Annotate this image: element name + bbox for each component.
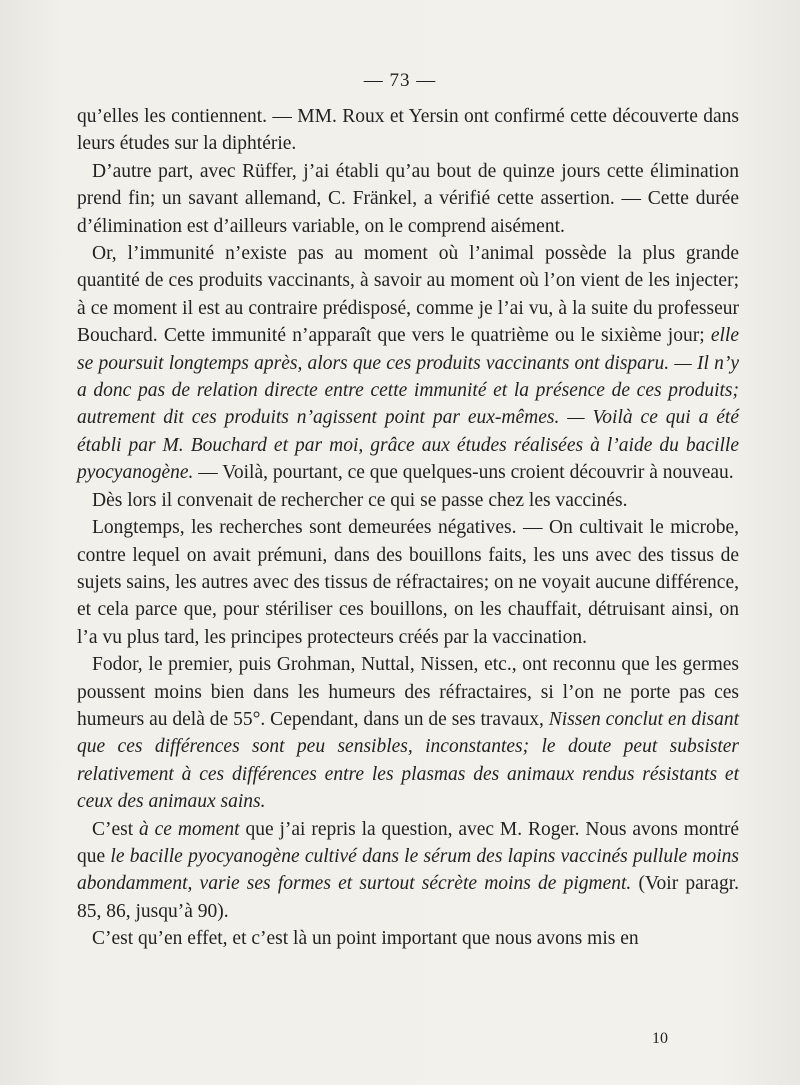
text-run: C’est qu’en effet, et c’est là un point important que nous avons mis en xyxy=(92,928,639,950)
signature-mark: 10 xyxy=(652,1030,668,1047)
text-run: que j’ai repris la question, avec M. Roger. Nous avons montré que xyxy=(77,818,739,867)
text-run: — Voilà, pourtant, ce que quelques-uns croient découvrir à nouveau. xyxy=(193,462,734,484)
paragraph xyxy=(77,103,739,158)
paragraph xyxy=(77,514,739,651)
text-run: Dès lors il convenait de rechercher ce qui se passe chez les vaccinés. xyxy=(92,489,628,511)
italic-text: à ce moment xyxy=(139,818,240,840)
text-run: qu’elles les contiennent. — MM. Roux et Yersin ont confirmé cette découverte dans leurs études sur la diphtérie. xyxy=(77,106,739,155)
text-run: Fodor, le premier, puis Grohman, Nuttal, Nissen, etc., ont reconnu que les germes poussent moins bien dans les humeurs des réfractaires, si l’on ne porte pas ces humeurs au delà de 55°. Cependant, dans un de ses travaux, xyxy=(77,654,739,730)
paragraph xyxy=(77,651,739,815)
text-run: C’est xyxy=(92,818,140,840)
italic-text: Nissen conclut en disant que ces différences sont peu sensibles, inconstantes; le doute peut subsister relativement à ces différences entre les plasmas des animaux rendus résistants et ceux des animaux sains. xyxy=(77,708,739,813)
text-run: (Voir paragr. 85, 86, jusqu’à 90). xyxy=(77,873,739,922)
text-run: D’autre part, avec Rüffer, j’ai établi qu’au bout de quinze jours cette élimination prend fin; un savant allemand, C. Fränkel, a vérifié cette assertion. — Cette durée d’élimination est d’ailleurs variable, on le comprend aisément. xyxy=(77,160,739,237)
paragraph xyxy=(77,240,739,487)
italic-text: le bacille pyocyanogène cultivé dans le sérum des lapins vaccinés pullule moins abondamment, varie ses formes et surtout sécrète moins de pigment. xyxy=(77,845,740,895)
paragraph xyxy=(77,158,739,240)
italic-text: elle se poursuit longtemps après, alors que ces produits vaccinants ont disparu. — Il n’y a donc pas de relation directe entre cette immunité et la présence de ces produits; autrement dit ces produits n’agissent point par eux-mêmes. — Voilà ce qui a été établi par M. Bouchard et par moi, grâce aux études réalisées à l’aide du bacille pyocyanogène. xyxy=(77,325,739,484)
paragraph xyxy=(77,925,739,952)
page-number: — 73 — xyxy=(363,70,437,91)
body-text xyxy=(77,103,739,953)
paragraph xyxy=(77,487,739,514)
text-run: Or, l’immunité n’existe pas au moment où l’animal possède la plus grande quantité de ces produits vaccinants, à savoir au moment où l’on vient de les injecter; à ce moment il est au contraire prédisposé, comme je l’ai vu, à la suite du professeur Bouchard. Cette immunité n’apparaît que vers le quatrième ou le sixième jour; xyxy=(77,243,739,347)
paragraph xyxy=(77,816,739,926)
text-run: Longtemps, les recherches sont demeurées négatives. — On cultivait le microbe, contre lequel on avait prémuni, dans des bouillons faits, les uns avec des tissus de sujets sains, les autres avec des tissus de réfractaires; on ne voyait aucune différence, et cela parce que, pour stériliser ces bouillons, on les chauffait, détruisant ainsi, on l’a vu plus tard, les principes protecteurs créés par la vaccination. xyxy=(77,517,739,648)
